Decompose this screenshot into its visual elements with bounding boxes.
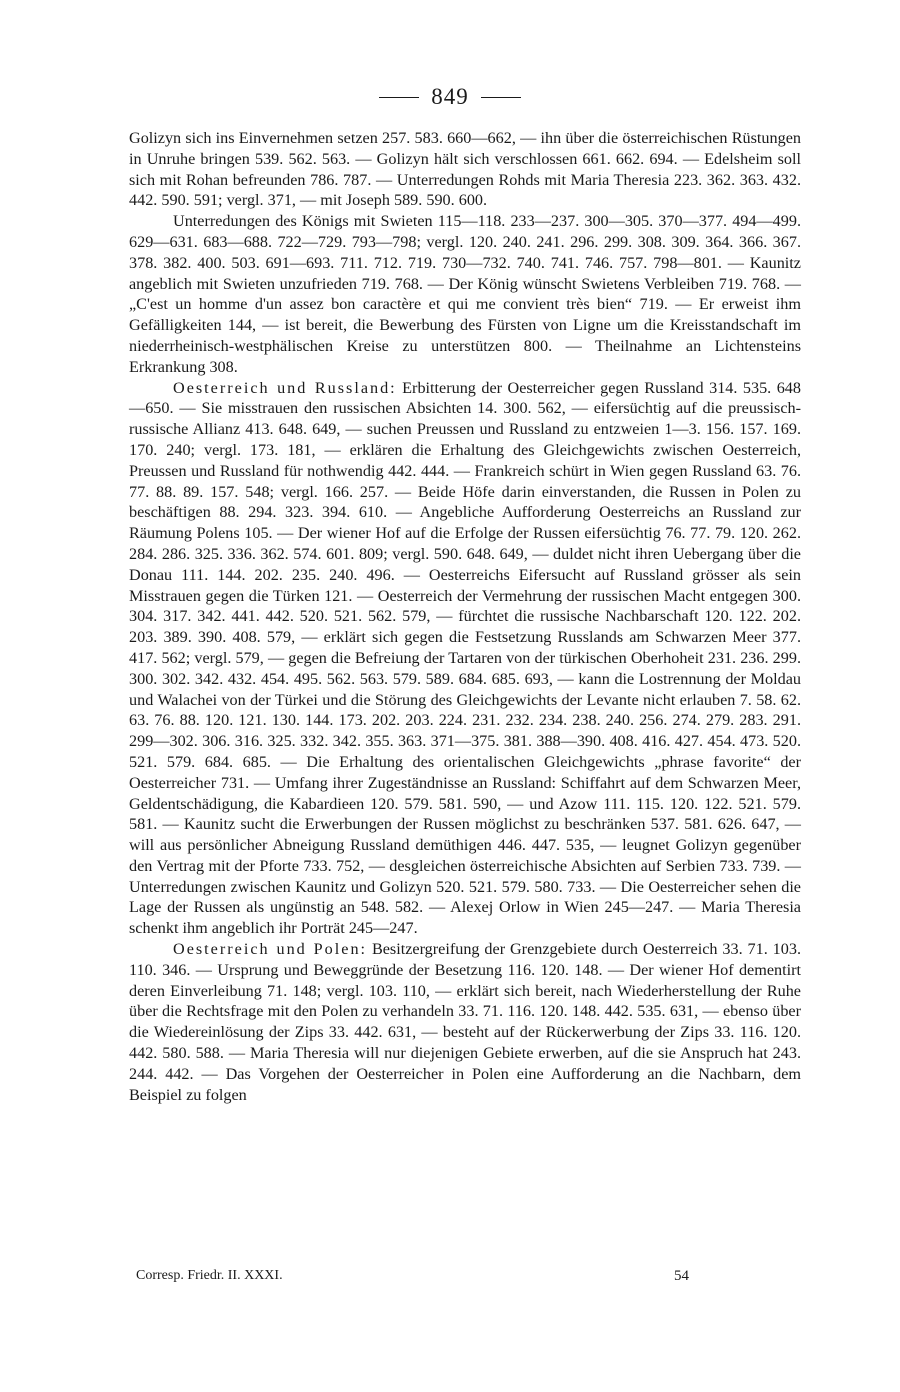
- paragraph-oesterreich-polen: [129, 939, 801, 1105]
- signature-mark: Corresp. Friedr. II. XXXI.: [136, 1268, 283, 1283]
- paragraph-continuation: [129, 128, 801, 211]
- index-text: [129, 128, 801, 1105]
- entry-heading: Oesterreich und Polen:: [173, 940, 368, 959]
- paragraph-oesterreich-russland: [129, 378, 801, 940]
- paragraph-body: Besitzergreifung der Grenzgebiete durch Oesterreich 33. 71. 103. 110. 346. — Ursprung und Beweggründe der Besetzung 116. 120. 148. — Der wiener Hof dementirt deren Einverleibung 71. 148; vergl. 103. 110, — erklärt sich bereit, nach Wiederherstellung der Ruhe über die Rechtsfrage mit den Polen zu verhandeln 33. 71. 116. 120. 148. 442. 535. 631, — ebenso über die Wiedereinlösung der Zips 33. 442. 631, — besteht auf der Rückerwerbung der Zips 33. 116. 120. 442. 580. 588. — Maria Theresia will nur diejenigen Gebiete erwerben, auf die sie Anspruch hat 243. 244. 442. — Das Vorgehen der Oesterreicher in Polen eine Aufforderung an die Nachbarn, dem Beispiel zu folgen: [129, 940, 801, 1104]
- paragraph-body: Unterredungen des Königs mit Swieten 115—118. 233—237. 300—305. 370—377. 494—499. 629—631. 683—688. 722—729. 793—798; vergl. 120. 240. 241. 296. 299. 308. 309. 364. 366. 367. 378. 382. 400. 503. 691—693. 711. 712. 719. 730—732. 740. 741. 746. 757. 798—801. — Kaunitz angeblich mit Swieten unzufrieden 719. 768. — Der König wünscht Swietens Verbleiben 719. 768. — „C'est un homme d'un assez bon caractère et qui me convient très bien“ 719. — Er erweist ihm Gefälligkeiten 144, — ist bereit, die Bewerbung des Fürsten von Ligne um die Kreisstandschaft im niederrheinisch-westphälischen Kreise zu unterstützen 800. — Theilnahme an Lichtensteins Erkrankung 308.: [129, 212, 801, 376]
- header-rule-left: [379, 97, 419, 98]
- paragraph-body: Golizyn sich ins Einvernehmen setzen 257. 583. 660—662, — ihn über die österreichischen Rüstungen in Unruhe bringen 539. 562. 563. — Golizyn hält sich verschlossen 661. 662. 694. — Edelsheim soll sich mit Rohan befreunden 786. 787. — Unterredungen Rohds mit Maria Theresia 223. 362. 363. 432. 442. 590. 591; vergl. 371, — mit Joseph 589. 590. 600.: [129, 129, 801, 210]
- entry-heading: Oesterreich und Russland:: [173, 378, 397, 397]
- paragraph-swieten: [129, 211, 801, 377]
- page-number: 849: [431, 84, 469, 109]
- header-rule-right: [481, 97, 521, 98]
- sheet-number: 54: [674, 1268, 689, 1284]
- paragraph-body: Erbitterung der Oesterreicher gegen Russland 314. 535. 648—650. — Sie misstrauen den russischen Absichten 14. 300. 562, — eifersüchtig auf die preussisch-russische Allianz 413. 648. 649, — suchen Preussen und Russland zu entzweien 1—3. 156. 157. 169. 170. 240; vergl. 173. 181, — erklären die Erhaltung des Gleichgewichts zwischen Oesterreich, Preussen und Russland für nothwendig 442. 444. — Frankreich schürt in Wien gegen Russland 63. 76. 77. 88. 89. 157. 548; vergl. 166. 257. — Beide Höfe darin einverstanden, die Russen in Polen zu beschäftigen 88. 294. 323. 394. 610. — Angebliche Aufforderung Oesterreichs an Russland zur Räumung Polens 105. — Der wiener Hof auf die Erfolge der Russen eifersüchtig 76. 77. 79. 120. 262. 284. 286. 325. 336. 362. 574. 601. 809; vergl. 590. 648. 649, — duldet nicht ihren Uebergang über die Donau 111. 144. 202. 235. 240. 496. — Oesterreichs Eifersucht auf Russland grösser als sein Misstrauen gegen die Türken 121. — Oesterreich der Vermehrung der russischen Macht entgegen 300. 304. 317. 342. 441. 442. 520. 521. 562. 579, — fürchtet die russische Nachbarschaft 120. 122. 202. 203. 389. 390. 408. 579, — erklärt sich gegen die Festsetzung Russlands am Schwarzen Meer 377. 417. 562; vergl. 579, — gegen die Befreiung der Tartaren von der türkischen Oberhoheit 231. 236. 299. 300. 302. 342. 432. 454. 495. 562. 563. 579. 589. 684. 685. 693, — kann die Lostrennung der Moldau und Walachei von der Türkei und die Störung des Gleichgewichts der Levante nicht erlauben 7. 58. 62. 63. 76. 88. 120. 121. 130. 144. 173. 202. 203. 224. 231. 232. 234. 238. 240. 256. 274. 279. 283. 291. 299—302. 306. 316. 325. 332. 342. 355. 363. 371—375. 381. 388—390. 408. 416. 427. 454. 473. 520. 521. 579. 684. 685. — Die Erhaltung des orientalischen Gleichgewichts „phrase favorite“ der Oesterreicher 731. — Umfang ihrer Zugeständnisse an Russland: Schiffahrt auf dem Schwarzen Meer, Geldentschädigung, die Kabardieen 120. 579. 581. 590, — und Azow 111. 115. 120. 122. 521. 579. 581. — Kaunitz sucht die Erwerbungen der Russen möglichst zu beschränken 537. 581. 626. 647, — will aus persönlicher Abneigung Russland demüthigen 446. 447. 535, — leugnet Golizyn gegenüber den Vertrag mit der Pforte 733. 752, — desgleichen österreichische Absichten auf Serbien 733. 739. — Unterredungen zwischen Kaunitz und Golizyn 520. 521. 579. 580. 733. — Die Oesterreicher sehen die Lage der Russen als ungünstig an 548. 582. — Alexej Orlow in Wien 245—247. — Maria Theresia schenkt ihm angeblich ihr Porträt 245—247.: [129, 378, 801, 938]
- page-header: [0, 84, 900, 110]
